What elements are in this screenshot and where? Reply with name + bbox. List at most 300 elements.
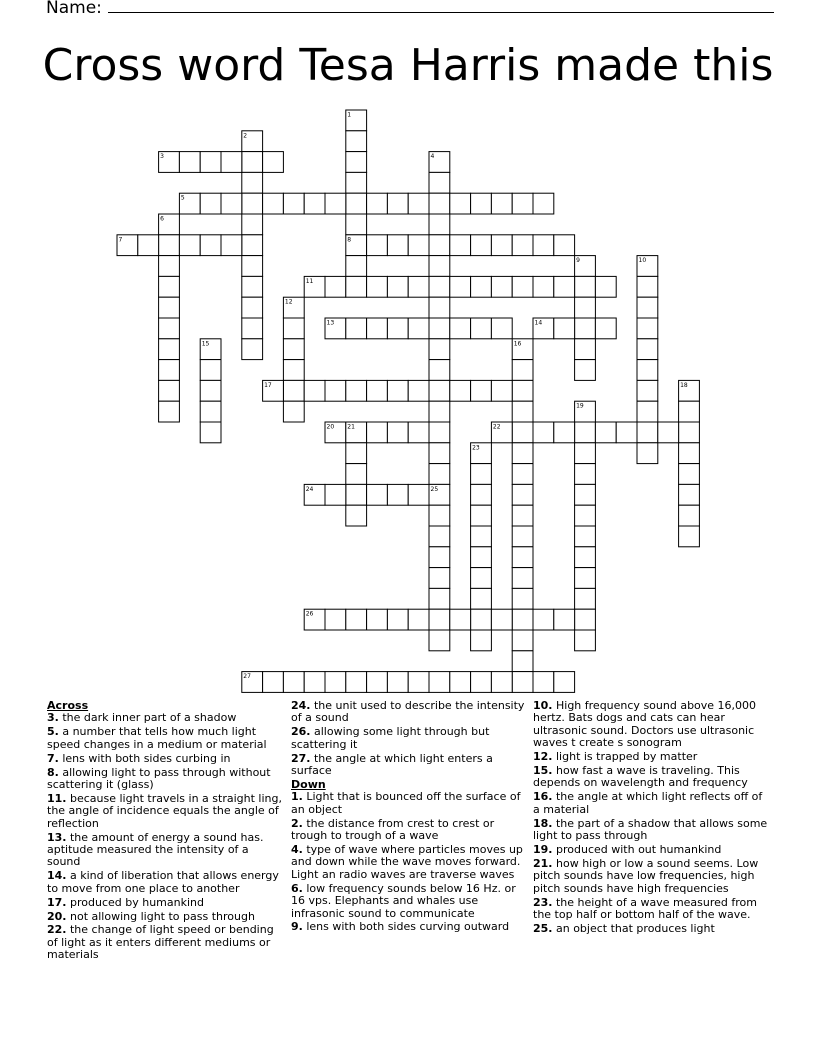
- across-clue: [291, 753, 527, 778]
- grid-cell[interactable]: [408, 609, 429, 630]
- grid-cell[interactable]: [346, 318, 367, 339]
- grid-cell[interactable]: [408, 235, 429, 256]
- grid-cell[interactable]: [138, 235, 159, 256]
- grid-cell[interactable]: [429, 193, 450, 214]
- grid-cell[interactable]: [679, 464, 700, 485]
- clue-number: 20: [326, 423, 335, 431]
- grid-cell[interactable]: [200, 401, 221, 422]
- grid-cell[interactable]: [179, 235, 200, 256]
- grid-cell[interactable]: [387, 609, 408, 630]
- grid-cell[interactable]: [533, 318, 554, 339]
- grid-cell[interactable]: [450, 380, 471, 401]
- grid-cell[interactable]: [159, 152, 180, 173]
- down-clue: [533, 844, 769, 856]
- grid-cell[interactable]: [429, 609, 450, 630]
- grid-cell[interactable]: [346, 276, 367, 297]
- grid-cell[interactable]: [637, 256, 658, 277]
- grid-cell[interactable]: [533, 235, 554, 256]
- grid-cell[interactable]: [512, 193, 533, 214]
- grid-cell[interactable]: [159, 339, 180, 360]
- grid-cell[interactable]: [450, 318, 471, 339]
- grid-cell[interactable]: [450, 609, 471, 630]
- grid-cell[interactable]: [512, 672, 533, 693]
- grid-cell[interactable]: [346, 609, 367, 630]
- grid-cell[interactable]: [471, 672, 492, 693]
- across-clue: [47, 726, 283, 751]
- grid-cell[interactable]: [512, 401, 533, 422]
- grid-cell[interactable]: [533, 672, 554, 693]
- grid-cell[interactable]: [533, 609, 554, 630]
- grid-cell[interactable]: [679, 401, 700, 422]
- grid-cell[interactable]: [159, 318, 180, 339]
- grid-cell[interactable]: [595, 276, 616, 297]
- grid-cell[interactable]: [367, 484, 388, 505]
- grid-cell[interactable]: [242, 152, 263, 173]
- grid-cell[interactable]: [512, 505, 533, 526]
- grid-cell[interactable]: [429, 276, 450, 297]
- clue-text: the dark inner part of a shadow: [58, 711, 237, 725]
- grid-cell[interactable]: [346, 484, 367, 505]
- grid-cell[interactable]: [242, 672, 263, 693]
- grid-cell[interactable]: [367, 276, 388, 297]
- grid-cell[interactable]: [325, 276, 346, 297]
- grid-cell[interactable]: [179, 152, 200, 173]
- grid-cell[interactable]: [429, 297, 450, 318]
- grid-cell[interactable]: [242, 318, 263, 339]
- grid-cell[interactable]: [346, 672, 367, 693]
- down-clue: [291, 921, 527, 933]
- grid-cell[interactable]: [325, 193, 346, 214]
- grid-cell[interactable]: [242, 297, 263, 318]
- clue-number: 19: [576, 402, 584, 410]
- down-clue: [533, 765, 769, 790]
- grid-cell[interactable]: [159, 276, 180, 297]
- grid-cell[interactable]: [387, 672, 408, 693]
- grid-cell[interactable]: [554, 276, 575, 297]
- grid-cell[interactable]: [575, 256, 596, 277]
- grid-cell[interactable]: [491, 193, 512, 214]
- grid-cell[interactable]: [575, 443, 596, 464]
- grid-cell[interactable]: [575, 609, 596, 630]
- grid-cell[interactable]: [387, 235, 408, 256]
- grid-cell[interactable]: [346, 380, 367, 401]
- grid-cell[interactable]: [179, 193, 200, 214]
- grid-cell[interactable]: [512, 526, 533, 547]
- grid-cell[interactable]: [346, 152, 367, 173]
- clue-text: the angle at which light enters a surface: [291, 751, 493, 778]
- grid-cell[interactable]: [346, 422, 367, 443]
- grid-cell[interactable]: [575, 297, 596, 318]
- grid-cell[interactable]: [429, 380, 450, 401]
- clue-number: 23: [472, 444, 480, 452]
- across-clue: [47, 793, 283, 830]
- grid-cell[interactable]: [200, 339, 221, 360]
- grid-cell[interactable]: [387, 484, 408, 505]
- grid-cell[interactable]: [637, 360, 658, 381]
- grid-cell[interactable]: [637, 276, 658, 297]
- grid-cell[interactable]: [471, 484, 492, 505]
- grid-cell[interactable]: [512, 276, 533, 297]
- grid-cell[interactable]: [200, 235, 221, 256]
- clue-number-label: 4.: [291, 842, 303, 856]
- across-clue: [291, 700, 527, 725]
- grid-cell[interactable]: [637, 339, 658, 360]
- clue-number-label: 1.: [291, 790, 303, 804]
- grid-cell[interactable]: [429, 588, 450, 609]
- clue-number: 10: [638, 257, 647, 265]
- across-clue: [47, 870, 283, 895]
- clue-number-label: 27.: [291, 751, 311, 765]
- grid-cell[interactable]: [283, 193, 304, 214]
- grid-cell[interactable]: [491, 422, 512, 443]
- grid-cell[interactable]: [325, 484, 346, 505]
- grid-cell[interactable]: [512, 609, 533, 630]
- grid-cell[interactable]: [554, 235, 575, 256]
- grid-cell[interactable]: [679, 526, 700, 547]
- clue-text: type of wave where particles moves up and down while the wave moves forward. Light an radio waves are traverse waves: [291, 842, 523, 881]
- grid-cell[interactable]: [221, 235, 242, 256]
- grid-cell[interactable]: [429, 443, 450, 464]
- grid-cell[interactable]: [429, 547, 450, 568]
- grid-cell[interactable]: [471, 193, 492, 214]
- grid-cell[interactable]: [679, 443, 700, 464]
- grid-cell[interactable]: [471, 609, 492, 630]
- grid-cell[interactable]: [346, 443, 367, 464]
- grid-cell[interactable]: [512, 630, 533, 651]
- grid-cell[interactable]: [242, 214, 263, 235]
- clue-number: 15: [201, 340, 210, 348]
- grid-cell[interactable]: [159, 235, 180, 256]
- grid-cell[interactable]: [575, 588, 596, 609]
- grid-cell[interactable]: [242, 172, 263, 193]
- grid-cell[interactable]: [512, 651, 533, 672]
- grid-cell[interactable]: [575, 464, 596, 485]
- clue-text: Light that is bounced off the surface of an object: [291, 790, 521, 816]
- clue-number-label: 26.: [291, 725, 311, 739]
- grid-cell[interactable]: [200, 360, 221, 381]
- clue-number: 13: [326, 319, 335, 327]
- grid-cell[interactable]: [575, 526, 596, 547]
- across-heading: Across: [47, 699, 89, 712]
- grid-cell[interactable]: [242, 131, 263, 152]
- grid-cell[interactable]: [429, 505, 450, 526]
- grid-cell[interactable]: [471, 630, 492, 651]
- grid-cell[interactable]: [159, 401, 180, 422]
- grid-cell[interactable]: [471, 588, 492, 609]
- grid-cell[interactable]: [408, 318, 429, 339]
- grid-cell[interactable]: [387, 318, 408, 339]
- grid-cell[interactable]: [575, 568, 596, 589]
- grid-cell[interactable]: [200, 193, 221, 214]
- down-clue: [533, 791, 769, 816]
- grid-cell[interactable]: [491, 235, 512, 256]
- grid-cell[interactable]: [367, 235, 388, 256]
- clue-number: 24: [305, 485, 314, 493]
- grid-cell[interactable]: [200, 422, 221, 443]
- grid-cell[interactable]: [491, 276, 512, 297]
- clue-number: 6: [160, 215, 164, 223]
- clue-number-label: 8.: [47, 765, 59, 779]
- grid-cell[interactable]: [512, 484, 533, 505]
- grid-cell[interactable]: [263, 672, 284, 693]
- grid-cell[interactable]: [346, 505, 367, 526]
- grid-cell[interactable]: [575, 360, 596, 381]
- grid-cell[interactable]: [679, 505, 700, 526]
- grid-cell[interactable]: [159, 297, 180, 318]
- clue-number-label: 9.: [291, 920, 303, 934]
- grid-cell[interactable]: [242, 339, 263, 360]
- grid-cell[interactable]: [325, 318, 346, 339]
- grid-cell[interactable]: [554, 609, 575, 630]
- grid-cell[interactable]: [471, 526, 492, 547]
- grid-cell[interactable]: [491, 672, 512, 693]
- grid-cell[interactable]: [471, 443, 492, 464]
- grid-cell[interactable]: [242, 276, 263, 297]
- grid-cell[interactable]: [575, 401, 596, 422]
- grid-cell[interactable]: [429, 484, 450, 505]
- clue-text: produced by humankind: [66, 895, 204, 909]
- grid-cell[interactable]: [679, 422, 700, 443]
- grid-cell[interactable]: [346, 172, 367, 193]
- grid-cell[interactable]: [263, 193, 284, 214]
- grid-cell[interactable]: [325, 672, 346, 693]
- grid-cell[interactable]: [471, 235, 492, 256]
- clue-text: High frequency sound above 16,000 hertz. Bats dogs and cats can hear ultrasonic sound. Doctors use ultrasonic waves t create s sonogram: [533, 699, 757, 750]
- grid-cell[interactable]: [159, 256, 180, 277]
- clue-text: low frequency sounds below 16 Hz. or 16 vps. Elephants and whales use infrasonic sound to communicate: [291, 881, 516, 920]
- grid-cell[interactable]: [616, 422, 637, 443]
- grid-cell[interactable]: [429, 526, 450, 547]
- grid-cell[interactable]: [429, 401, 450, 422]
- grid-cell[interactable]: [429, 568, 450, 589]
- clue-number-label: 20.: [47, 909, 67, 923]
- grid-cell[interactable]: [471, 380, 492, 401]
- grid-cell[interactable]: [283, 318, 304, 339]
- grid-cell[interactable]: [450, 235, 471, 256]
- grid-cell[interactable]: [283, 339, 304, 360]
- grid-cell[interactable]: [554, 318, 575, 339]
- clue-text: the angle at which light reflects off of a material: [533, 790, 763, 816]
- grid-cell[interactable]: [429, 672, 450, 693]
- grid-cell[interactable]: [346, 214, 367, 235]
- grid-cell[interactable]: [512, 380, 533, 401]
- clue-number-label: 21.: [533, 856, 553, 870]
- grid-cell[interactable]: [512, 588, 533, 609]
- grid-cell[interactable]: [346, 464, 367, 485]
- grid-cell[interactable]: [283, 672, 304, 693]
- grid-cell[interactable]: [575, 339, 596, 360]
- grid-cell[interactable]: [408, 672, 429, 693]
- down-clue: [533, 897, 769, 922]
- grid-cell[interactable]: [450, 276, 471, 297]
- grid-cell[interactable]: [512, 443, 533, 464]
- grid-cell[interactable]: [637, 297, 658, 318]
- grid-cell[interactable]: [200, 380, 221, 401]
- across-clue: [291, 726, 527, 751]
- grid-cell[interactable]: [471, 276, 492, 297]
- grid-cell[interactable]: [533, 276, 554, 297]
- grid-cell[interactable]: [637, 380, 658, 401]
- grid-cell[interactable]: [159, 214, 180, 235]
- grid-cell[interactable]: [387, 193, 408, 214]
- grid-cell[interactable]: [117, 235, 138, 256]
- grid-cell[interactable]: [346, 193, 367, 214]
- grid-cell[interactable]: [575, 505, 596, 526]
- grid-cell[interactable]: [304, 672, 325, 693]
- clue-number: 16: [513, 340, 522, 348]
- grid-cell[interactable]: [408, 484, 429, 505]
- grid-cell[interactable]: [471, 464, 492, 485]
- clue-number: 12: [284, 298, 293, 306]
- grid-cell[interactable]: [429, 235, 450, 256]
- grid-cell[interactable]: [637, 318, 658, 339]
- grid-cell[interactable]: [533, 422, 554, 443]
- grid-cell[interactable]: [304, 609, 325, 630]
- grid-cell[interactable]: [512, 568, 533, 589]
- grid-cell[interactable]: [491, 380, 512, 401]
- clue-column-3: [533, 700, 769, 937]
- grid-cell[interactable]: [471, 505, 492, 526]
- grid-cell[interactable]: [367, 380, 388, 401]
- grid-cell[interactable]: [637, 422, 658, 443]
- grid-cell[interactable]: [491, 318, 512, 339]
- grid-cell[interactable]: [512, 547, 533, 568]
- grid-cell[interactable]: [159, 360, 180, 381]
- clue-column-1: [47, 700, 283, 963]
- grid-cell[interactable]: [242, 235, 263, 256]
- down-clue: [533, 751, 769, 763]
- grid-cell[interactable]: [471, 547, 492, 568]
- grid-cell[interactable]: [242, 256, 263, 277]
- grid-cell[interactable]: [304, 380, 325, 401]
- clue-number: 25: [430, 485, 439, 493]
- grid-cell[interactable]: [304, 484, 325, 505]
- grid-cell[interactable]: [575, 484, 596, 505]
- grid-cell[interactable]: [471, 318, 492, 339]
- grid-cell[interactable]: [512, 464, 533, 485]
- grid-cell[interactable]: [679, 380, 700, 401]
- grid-cell[interactable]: [367, 193, 388, 214]
- grid-cell[interactable]: [283, 297, 304, 318]
- grid-cell[interactable]: [471, 568, 492, 589]
- grid-cell[interactable]: [575, 547, 596, 568]
- across-clue: [47, 924, 283, 961]
- grid-cell[interactable]: [429, 360, 450, 381]
- grid-cell[interactable]: [512, 360, 533, 381]
- grid-cell[interactable]: [429, 172, 450, 193]
- grid-cell[interactable]: [595, 318, 616, 339]
- grid-cell[interactable]: [450, 193, 471, 214]
- across-clue: [47, 897, 283, 909]
- clue-text: allowing some light through but scattering it: [291, 725, 490, 751]
- grid-cell[interactable]: [575, 318, 596, 339]
- grid-cell[interactable]: [429, 214, 450, 235]
- grid-cell[interactable]: [387, 422, 408, 443]
- grid-cell[interactable]: [575, 630, 596, 651]
- grid-cell[interactable]: [658, 422, 679, 443]
- grid-cell[interactable]: [304, 193, 325, 214]
- grid-cell[interactable]: [429, 152, 450, 173]
- grid-cell[interactable]: [367, 318, 388, 339]
- grid-cell[interactable]: [637, 401, 658, 422]
- name-label: Name:: [46, 0, 102, 18]
- grid-cell[interactable]: [367, 672, 388, 693]
- grid-cell[interactable]: [533, 193, 554, 214]
- grid-cell[interactable]: [367, 609, 388, 630]
- grid-cell[interactable]: [429, 464, 450, 485]
- grid-cell[interactable]: [325, 609, 346, 630]
- grid-cell[interactable]: [637, 443, 658, 464]
- grid-cell[interactable]: [263, 152, 284, 173]
- grid-cell[interactable]: [387, 380, 408, 401]
- grid-cell[interactable]: [429, 339, 450, 360]
- grid-cell[interactable]: [283, 360, 304, 381]
- clue-number: 2: [243, 132, 248, 140]
- grid-cell[interactable]: [408, 276, 429, 297]
- grid-cell[interactable]: [595, 422, 616, 443]
- grid-cell[interactable]: [200, 152, 221, 173]
- grid-cell[interactable]: [575, 422, 596, 443]
- clue-text: the amount of energy a sound has. aptitude measured the intensity of a sound: [47, 830, 264, 869]
- down-clue: [291, 883, 527, 920]
- clue-number-label: 16.: [533, 790, 553, 804]
- grid-cell[interactable]: [283, 401, 304, 422]
- clue-number-label: 11.: [47, 791, 67, 805]
- grid-cell[interactable]: [408, 193, 429, 214]
- clue-number: 4: [430, 153, 435, 161]
- grid-cell[interactable]: [387, 276, 408, 297]
- grid-cell[interactable]: [346, 110, 367, 131]
- grid-cell[interactable]: [221, 193, 242, 214]
- grid-cell[interactable]: [429, 422, 450, 443]
- grid-cell[interactable]: [450, 672, 471, 693]
- grid-cell[interactable]: [346, 131, 367, 152]
- grid-cell[interactable]: [263, 380, 284, 401]
- grid-cell[interactable]: [429, 630, 450, 651]
- grid-cell[interactable]: [554, 672, 575, 693]
- grid-cell[interactable]: [346, 256, 367, 277]
- grid-cell[interactable]: [575, 276, 596, 297]
- grid-cell[interactable]: [408, 380, 429, 401]
- grid-cell[interactable]: [367, 422, 388, 443]
- grid-cell[interactable]: [325, 380, 346, 401]
- grid-cell[interactable]: [221, 152, 242, 173]
- grid-cell[interactable]: [512, 339, 533, 360]
- grid-cell[interactable]: [283, 380, 304, 401]
- clue-text: the height of a wave measured from the top half or bottom half of the wave.: [533, 895, 758, 921]
- across-clue: [47, 753, 283, 765]
- clue-number-label: 7.: [47, 751, 59, 765]
- down-clue: [533, 923, 769, 935]
- grid-cell[interactable]: [679, 484, 700, 505]
- grid-cell[interactable]: [512, 235, 533, 256]
- grid-cell[interactable]: [304, 276, 325, 297]
- grid-cell[interactable]: [346, 235, 367, 256]
- grid-cell[interactable]: [325, 422, 346, 443]
- grid-cell[interactable]: [512, 422, 533, 443]
- grid-cell[interactable]: [242, 193, 263, 214]
- grid-cell[interactable]: [408, 422, 429, 443]
- grid-cell[interactable]: [159, 380, 180, 401]
- grid-cell[interactable]: [554, 422, 575, 443]
- down-heading: Down: [291, 777, 326, 791]
- grid-cell[interactable]: [429, 256, 450, 277]
- clue-text: not allowing light to pass through: [66, 909, 255, 923]
- grid-cell[interactable]: [491, 609, 512, 630]
- clue-number: 27: [243, 673, 251, 681]
- clue-text: how fast a wave is traveling. This depends on wavelength and frequency: [533, 764, 748, 790]
- grid-cell[interactable]: [429, 318, 450, 339]
